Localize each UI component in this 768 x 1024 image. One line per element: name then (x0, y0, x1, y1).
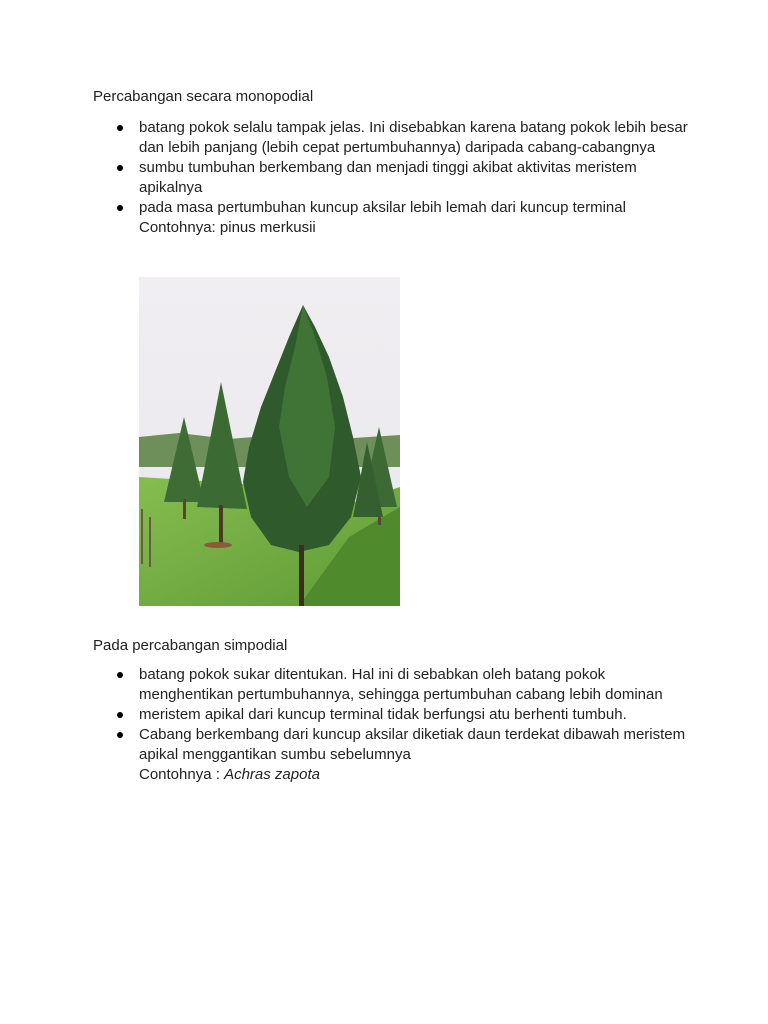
heading-monopodial: Percabangan secara monopodial (93, 88, 314, 105)
list-item (139, 158, 699, 198)
list-item (139, 118, 699, 158)
list-item-text: batang pokok selalu tampak jelas. Ini disebabkan karena batang pokok lebih besar dan lebih panjang (lebih cepat pertumbuhannya) daripada cabang-cabangnya (139, 119, 688, 156)
list-item-text: batang pokok sukar ditentukan. Hal ini di sebabkan oleh batang pokok menghentikan pertumbuhannya, sehingga pertumbuhan cabang lebih dominan (139, 666, 663, 703)
simpodial-list (139, 665, 699, 785)
example-simpodial (139, 765, 699, 785)
pine-tree-photo (139, 277, 400, 606)
example-species: Achras zapota (224, 766, 320, 783)
list-item-text: pada masa pertumbuhan kuncup aksilar lebih lemah dari kuncup terminal (139, 199, 626, 216)
example-monopodial: Contohnya: pinus merkusii (139, 219, 316, 236)
monopodial-list (139, 118, 699, 238)
list-item-text: sumbu tumbuhan berkembang dan menjadi tinggi akibat aktivitas meristem apikalnya (139, 159, 637, 196)
list-item (139, 705, 699, 725)
list-item (139, 725, 699, 785)
heading-simpodial: Pada percabangan simpodial (93, 637, 288, 654)
list-item (139, 198, 699, 238)
example-prefix: Contohnya : (139, 766, 225, 783)
list-item-text: Cabang berkembang dari kuncup aksilar diketiak daun terdekat dibawah meristem apikal menggantikan sumbu sebelumnya (139, 726, 686, 763)
list-item-text: meristem apikal dari kuncup terminal tidak berfungsi atu berhenti tumbuh. (139, 706, 627, 723)
list-item (139, 665, 699, 705)
